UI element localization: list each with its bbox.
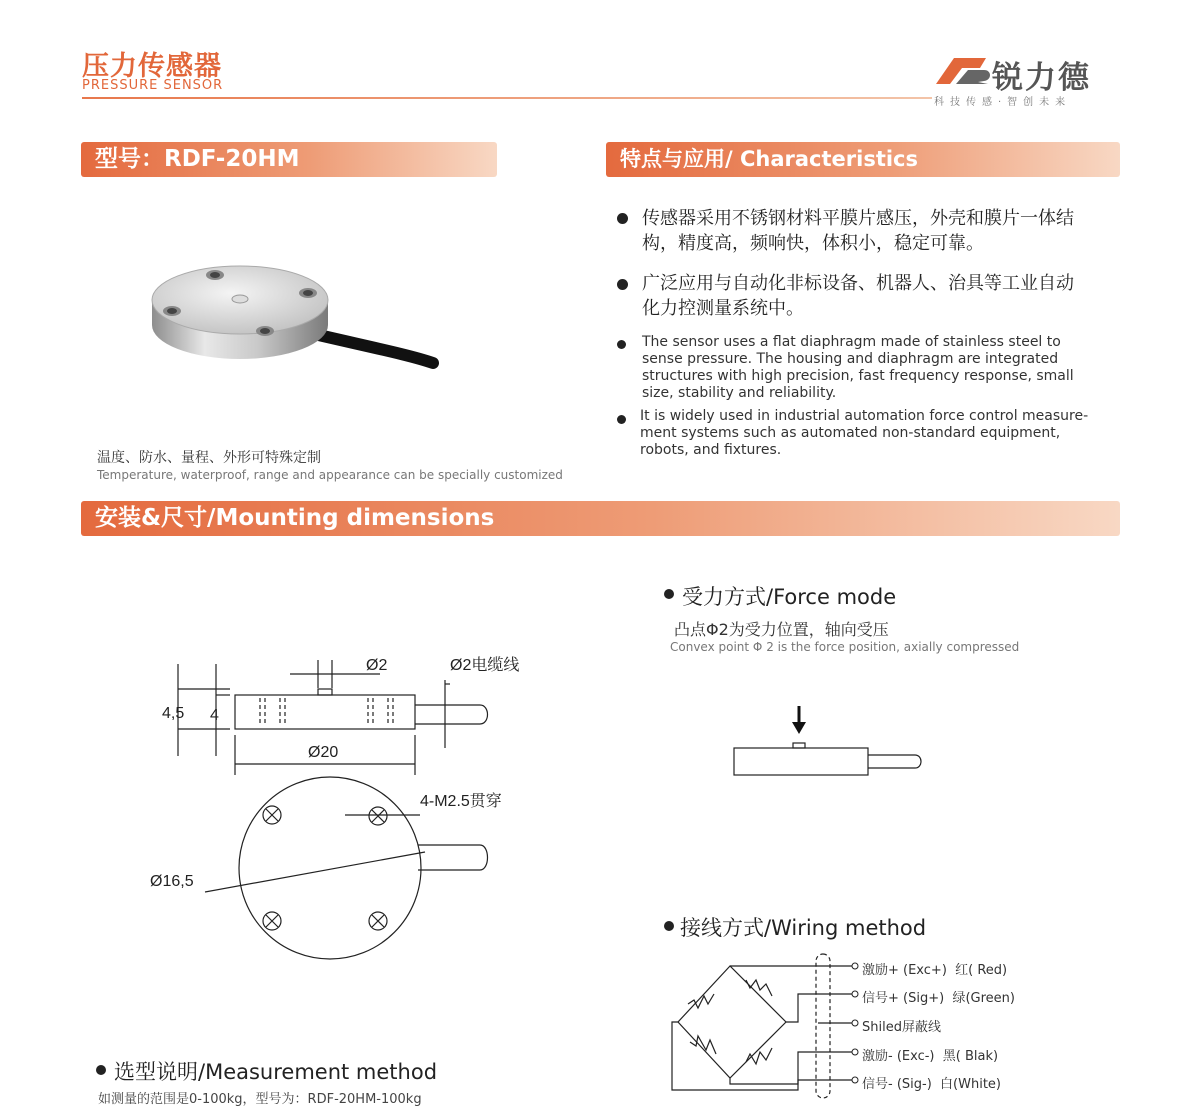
bullet-icon [664, 589, 674, 599]
bullet-icon [617, 279, 628, 290]
bullet-icon [617, 213, 628, 224]
bullet-icon [96, 1065, 106, 1075]
characteristics-banner: 特点与应用/ Characteristics [606, 142, 1120, 177]
mounting-banner: 安装&尺寸/Mounting dimensions [81, 501, 1120, 536]
measurement-heading: 选型说明/Measurement method [114, 1060, 438, 1084]
brand-name: 锐力德 [992, 60, 1091, 96]
feature-en-1: The sensor uses a flat diaphragm made of stainless steel to sense pressure. The housing and diaphragm are integrated structures with high precision, fast frequency response, small size, stability and reliability. [642, 334, 1074, 401]
wire-label: 信号- (Sig-) 白(White) [862, 1077, 1001, 1092]
force-mode-desc-cn: 凸点Φ2为受力位置，轴向受压 [674, 620, 889, 639]
dim-holes: 4-M2.5贯穿 [420, 793, 502, 810]
wire-label: 激励- (Exc-) 黑( Blak) [862, 1049, 999, 1064]
feature-cn-2: 广泛应用与自动化非标设备、机器人、治具等工业自动化力控测量系统中。 [642, 273, 1074, 319]
dim-body-height: 4 [210, 707, 219, 724]
force-mode-heading: 受力方式/Force mode [682, 585, 897, 609]
bullet-icon [617, 415, 626, 424]
wire-label: 信号+ (Sig+) 绿(Green) [862, 991, 1015, 1006]
wire-label: 激励+ (Exc+) 红( Red) [862, 963, 1008, 978]
bullet-icon [617, 340, 626, 349]
force-mode-desc-en: Convex point Φ 2 is the force position, axially compressed [670, 640, 1020, 654]
product-image [140, 255, 440, 375]
brand-slogan: 科技传感·智创未来 [934, 97, 1072, 108]
wire-label: Shiled屏蔽线 [862, 1020, 941, 1035]
bullet-icon [664, 921, 674, 931]
dim-pitch-diameter: Ø16,5 [150, 873, 194, 890]
dim-button-diameter: Ø2 [366, 657, 388, 674]
title-divider [82, 97, 932, 99]
feature-cn-1: 传感器采用不锈钢材料平膜片感压，外壳和膜片一体结构，精度高，频响快，体积小，稳定可靠。 [642, 208, 1074, 254]
page-subtitle: PRESSURE SENSOR [82, 78, 224, 93]
custom-note-cn: 温度、防水、量程、外形可特殊定制 [97, 450, 321, 466]
custom-note-en: Temperature, waterproof, range and appearance can be specially customized [97, 468, 563, 482]
page-title: 压力传感器 [82, 51, 222, 82]
wiring-diagram [668, 950, 864, 1100]
dim-cable: Ø2电缆线 [450, 657, 520, 674]
dim-total-height: 4,5 [162, 705, 185, 722]
model-banner: 型号：RDF-20HM [81, 142, 497, 177]
force-mode-diagram [725, 700, 935, 785]
dim-outer-diameter: Ø20 [308, 744, 339, 761]
wiring-heading: 接线方式/Wiring method [680, 916, 927, 940]
measurement-desc: 如测量的范围是0-100kg，型号为：RDF-20HM-100kg [98, 1092, 422, 1107]
feature-en-2: It is widely used in industrial automation force control measure-ment systems such as automated non-standard equipment, robots, and fixtures. [640, 408, 1089, 458]
dimension-drawing [150, 640, 550, 970]
